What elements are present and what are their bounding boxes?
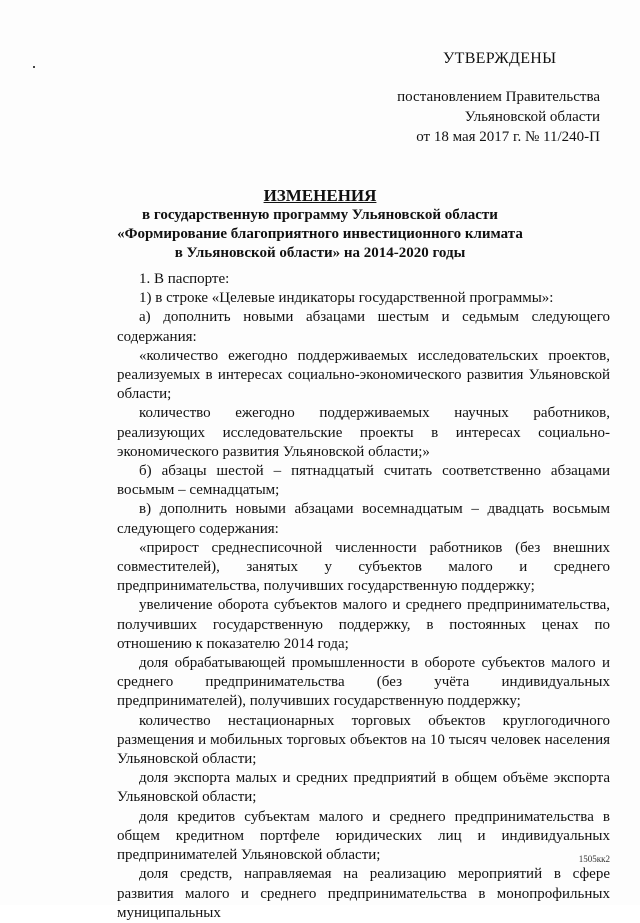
paragraph: «прирост среднесписочной численности работников (без внешних совместителей), занятых у субъектов малого и среднего предпринимательства, получивших государственную поддержку; xyxy=(117,539,610,595)
paragraph: а) дополнить новыми абзацами шестым и седьмым следующего содержания: xyxy=(117,309,610,345)
decree-line: постановлением Правительства xyxy=(397,89,600,105)
paragraph: количество нестационарных торговых объектов круглогодичного размещения и мобильных торговых объектов на 10 тысяч человек населения Ульяновской области; xyxy=(117,712,610,768)
decree-reference xyxy=(340,87,600,147)
title-line: в Ульяновской области» на 2014-2020 годы xyxy=(174,245,466,261)
paragraph: доля обрабатывающей промышленности в обороте субъектов малого и среднего предпринимательства (без учёта индивидуальных предпринимателей), получивших государственную поддержку; xyxy=(117,655,610,710)
paragraph: количество ежегодно поддерживаемых научных работников, реализующих исследовательские проекты в интересах социально-экономического развития Ульяновской области;» xyxy=(117,405,610,460)
paragraph: доля средств, направляемая на реализацию мероприятий в сфере развития малого и среднего предпринимательства в монопрофильных муниципальных xyxy=(117,866,610,921)
paragraph: 1) в строке «Целевые индикаторы государственной программы»: xyxy=(139,290,554,307)
scan-mark xyxy=(33,66,35,68)
paragraph: «количество ежегодно поддерживаемых исследовательских проектов, реализуемых в интересах социально-экономического развития Ульяновской области; xyxy=(117,347,610,403)
paragraph: 1. В паспорте: xyxy=(139,271,230,287)
decree-line: Ульяновской области xyxy=(464,109,600,125)
paragraph: доля кредитов субъектам малого и среднего предпринимательства в общем кредитном портфеле юридических лиц и индивидуальных предпринимателей Ульяновской области; xyxy=(117,808,610,864)
document-title xyxy=(0,186,640,263)
document-code: 1505кк2 xyxy=(578,854,610,864)
paragraph: в) дополнить новыми абзацами восемнадцатым – двадцать восьмым следующего содержания: xyxy=(117,501,610,537)
paragraph: доля экспорта малых и средних предприятий в общем объёме экспорта Ульяновской области; xyxy=(117,770,610,806)
title-line: в государственную программу Ульяновской области xyxy=(142,207,498,223)
paragraph: б) абзацы шестой – пятнадцатый считать соответственно абзацами восьмым – семнадцатым; xyxy=(117,463,610,499)
decree-line: от 18 мая 2017 г. № 11/240-П xyxy=(416,129,600,145)
approval-stamp-heading: УТВЕРЖДЕНЫ xyxy=(443,50,557,67)
title-line: «Формирование благоприятного инвестиционного климата xyxy=(117,226,523,242)
paragraph: увеличение оборота субъектов малого и среднего предпринимательства, получивших государственную поддержку, в постоянных ценах по отношению к показателю 2014 года; xyxy=(117,597,610,652)
title-main: ИЗМЕНЕНИЯ xyxy=(263,186,377,205)
document-body xyxy=(117,270,610,923)
